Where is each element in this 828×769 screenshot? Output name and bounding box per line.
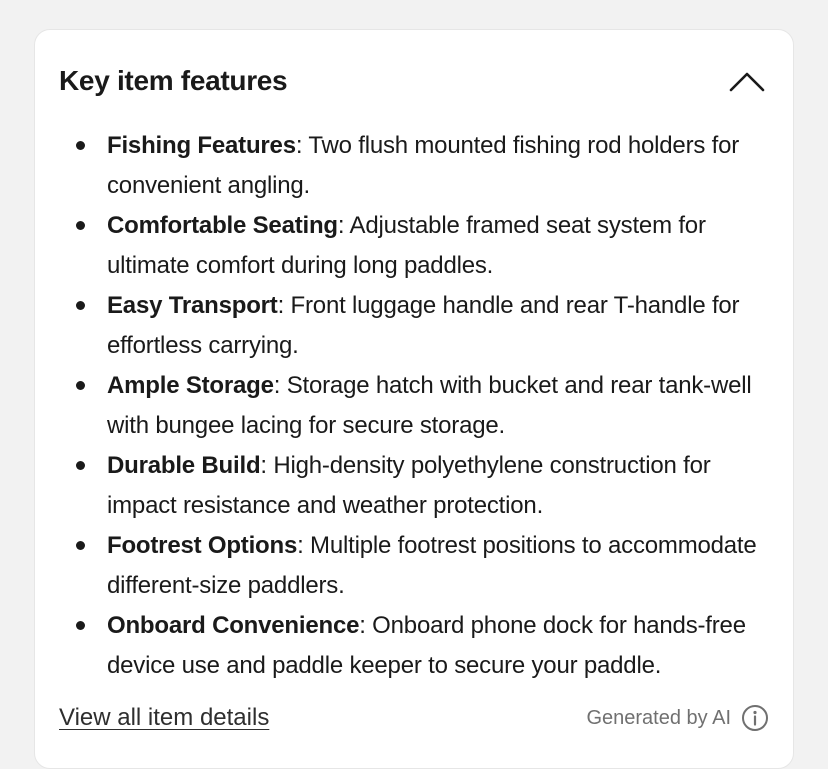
feature-name: Durable Build xyxy=(107,452,261,479)
feature-item xyxy=(61,206,781,286)
card-header xyxy=(59,60,769,100)
info-icon xyxy=(741,704,769,732)
feature-item xyxy=(61,526,781,606)
feature-name: Footrest Options xyxy=(107,532,298,559)
feature-name: Ample Storage xyxy=(107,372,274,399)
collapse-button[interactable] xyxy=(725,60,769,100)
feature-item xyxy=(61,366,781,446)
feature-description: : Multiple footrest positions to accommodate different-size paddlers. xyxy=(107,532,757,599)
feature-description: : Front luggage handle and rear T-handle for effortless carrying. xyxy=(107,292,740,359)
feature-name: Comfortable Seating xyxy=(107,212,338,239)
feature-name: Easy Transport xyxy=(107,292,278,319)
feature-list xyxy=(61,126,781,686)
key-features-card xyxy=(34,29,794,769)
feature-description: : Two flush mounted fishing rod holders for convenient angling. xyxy=(107,132,740,199)
section-title: Key item features xyxy=(59,65,288,96)
info-button[interactable] xyxy=(741,704,769,732)
view-all-details-link[interactable]: View all item details xyxy=(59,704,270,731)
feature-item xyxy=(61,606,781,686)
feature-name: Onboard Convenience xyxy=(107,612,360,639)
feature-item xyxy=(61,446,781,526)
feature-description: : Storage hatch with bucket and rear tank-well with bungee lacing for secure storage. xyxy=(107,372,752,439)
card-footer xyxy=(59,702,769,736)
feature-item xyxy=(61,286,781,366)
feature-description: : High-density polyethylene construction for impact resistance and weather protection. xyxy=(107,452,711,519)
feature-item xyxy=(61,126,781,206)
ai-generated-note xyxy=(586,704,769,732)
feature-description: : Adjustable framed seat system for ultimate comfort during long paddles. xyxy=(107,212,706,279)
chevron-up-icon xyxy=(725,60,769,100)
feature-description: : Onboard phone dock for hands-free device use and paddle keeper to secure your paddle. xyxy=(107,612,746,679)
feature-name: Fishing Features xyxy=(107,132,296,159)
generated-by-ai-label: Generated by AI xyxy=(586,706,731,729)
